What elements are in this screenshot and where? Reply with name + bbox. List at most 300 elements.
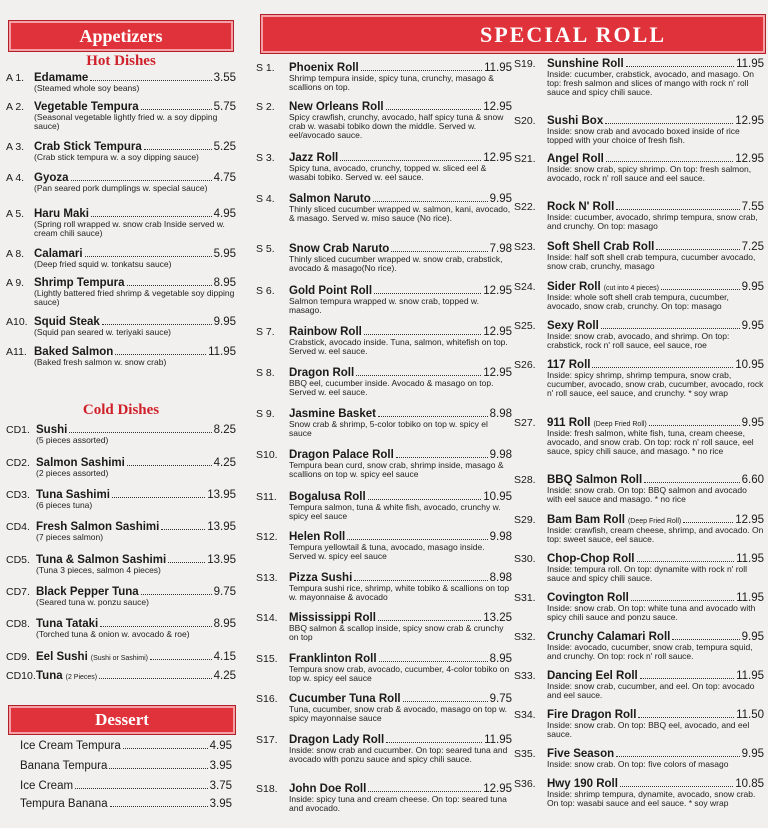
item-name: Tuna & Salmon Sashimi bbox=[36, 554, 167, 566]
dot-leader bbox=[150, 659, 212, 660]
item-description: (Lightly battered fried shrimp & vegetable soy dipping sauce) bbox=[34, 288, 235, 307]
item-description: Inside: snow crab. On top: BBQ eel, avocado, and eel sauce. bbox=[547, 720, 750, 739]
dot-leader bbox=[141, 594, 212, 595]
dot-leader bbox=[112, 497, 205, 498]
menu-item bbox=[514, 709, 764, 739]
item-description: Inside: snow crab, cucumber, and eel. On top: avocado and eel sauce. bbox=[547, 681, 755, 700]
dot-leader bbox=[638, 717, 734, 718]
menu-item bbox=[514, 320, 764, 350]
item-name: BBQ Salmon Roll bbox=[547, 474, 643, 486]
item-price: 11.95 bbox=[736, 592, 764, 604]
item-price: 11.50 bbox=[736, 709, 764, 721]
menu-item bbox=[514, 58, 764, 97]
item-name: Sexy Roll bbox=[547, 320, 599, 332]
item-description: (Squid pan seared w. teriyaki sauce) bbox=[34, 327, 172, 337]
menu-item bbox=[514, 778, 764, 808]
item-name: Salmon Naruto bbox=[289, 193, 371, 205]
item-name: Soft Shell Crab Roll bbox=[547, 241, 655, 253]
menu-item-row bbox=[6, 670, 236, 682]
item-description: (7 pieces salmon) bbox=[36, 532, 104, 542]
menu-item bbox=[20, 740, 232, 752]
item-description: BBQ eel, cucumber inside. Avocado & masago on top. Served w. eel sauce. bbox=[289, 378, 494, 397]
menu-item bbox=[6, 316, 236, 337]
item-name: Eel Sushi bbox=[36, 651, 88, 663]
item-price: 7.25 bbox=[741, 241, 764, 253]
menu-item bbox=[6, 172, 236, 193]
dot-leader bbox=[127, 465, 212, 466]
dot-leader bbox=[71, 180, 212, 181]
menu-item-row bbox=[6, 651, 236, 663]
item-description: (Seasonal vegetable lightly fried w. a soy dipping sauce) bbox=[34, 112, 218, 131]
item-code: A10. bbox=[6, 316, 28, 328]
item-name: Dragon Roll bbox=[289, 367, 355, 379]
item-code: S22. bbox=[514, 201, 536, 213]
item-price: 4.25 bbox=[213, 670, 236, 682]
dot-leader bbox=[631, 600, 734, 601]
item-description: Spicy tuna, avocado, crunchy, topped w. sliced eel & wasabi tobiko. Served w. eel sauce. bbox=[289, 163, 487, 182]
hot-dishes-heading: Hot Dishes bbox=[86, 53, 156, 69]
menu-item bbox=[256, 531, 512, 561]
menu-item bbox=[256, 408, 512, 438]
menu-item bbox=[6, 586, 236, 607]
item-name: New Orleans Roll bbox=[289, 101, 384, 113]
item-description: Spicy crawfish, crunchy, avocado, half spicy tuna & snow crab w. wasabi tobiko down the middle. Served w. eel/avocado sauce. bbox=[289, 112, 504, 140]
dot-leader bbox=[168, 562, 205, 563]
item-price: 8.25 bbox=[213, 424, 236, 436]
menu-item-row bbox=[20, 740, 232, 752]
dot-leader bbox=[616, 209, 739, 210]
item-price: 12.95 bbox=[483, 285, 512, 297]
menu-item bbox=[256, 62, 512, 92]
item-description: Tempura sushi rice, shrimp, white tobiko & scallions on top w. mayonnaise & avocado bbox=[289, 583, 510, 602]
item-description: (Steamed whole soy beans) bbox=[34, 83, 140, 93]
menu-item bbox=[6, 248, 236, 269]
item-name: Sider Roll bbox=[547, 281, 601, 293]
item-description: (Deep fried squid w. tonkatsu sauce) bbox=[34, 259, 172, 269]
item-name: Gold Point Roll bbox=[289, 285, 373, 297]
item-description: Inside: snow crab, avocado, and shrimp. On top: crabstick, rock n' roll sauce, eel sauce, roe bbox=[547, 331, 730, 350]
item-name: Jazz Roll bbox=[289, 152, 339, 164]
item-price: 4.95 bbox=[213, 208, 236, 220]
item-price: 9.98 bbox=[489, 449, 512, 461]
item-description: Inside: fresh salmon, white fish, tuna, cream cheese, avocado, and snow crab. On top: rock n' roll sauce, eel sauce, spicy chili sauce, and masago. * no rice bbox=[547, 428, 754, 456]
item-description: Tempura bean curd, snow crab, shrimp inside, masago & scallions on top w. spicy eel sauce bbox=[289, 460, 504, 479]
item-name: Squid Steak bbox=[34, 316, 100, 328]
item-code: A11. bbox=[6, 346, 27, 358]
item-name: Sunshine Roll bbox=[547, 58, 624, 70]
item-name: Phoenix Roll bbox=[289, 62, 359, 74]
item-description: Inside: tempura roll. On top: dynamite with rock n' roll sauce and spicy chili sauce. bbox=[547, 564, 748, 583]
dot-leader bbox=[373, 201, 488, 202]
appetizers-banner: Appetizers bbox=[8, 20, 234, 52]
item-code: CD8. bbox=[6, 618, 30, 630]
item-description: Tempura yellowtail & tuna, avocado, masago inside. Served w. spicy eel sauce bbox=[289, 542, 485, 561]
item-code: S 2. bbox=[256, 101, 275, 113]
item-name: Dancing Eel Roll bbox=[547, 670, 638, 682]
item-price: 9.75 bbox=[489, 693, 512, 705]
item-description: Shrimp tempura inside, spicy tuna, crunchy, masago & scallions on top. bbox=[289, 73, 494, 92]
item-code: A 4. bbox=[6, 172, 25, 184]
menu-item bbox=[256, 783, 512, 813]
item-name: Hwy 190 Roll bbox=[547, 778, 618, 790]
dot-leader bbox=[644, 482, 739, 483]
item-price: 9.95 bbox=[741, 281, 764, 293]
item-price: 4.15 bbox=[213, 651, 236, 663]
dot-leader bbox=[115, 354, 206, 355]
item-note: (Deep Fried Roll) bbox=[627, 518, 682, 525]
menu-item bbox=[256, 285, 512, 315]
menu-item bbox=[514, 592, 764, 622]
item-code: CD5. bbox=[6, 554, 30, 566]
item-name: Fire Dragon Roll bbox=[547, 709, 637, 721]
item-name: Pizza Sushi bbox=[289, 572, 353, 584]
menu-item bbox=[514, 631, 764, 661]
menu-item bbox=[256, 193, 512, 223]
item-price: 5.25 bbox=[213, 141, 236, 153]
item-description: Inside: spicy tuna and cream cheese. On top: seared tuna and avocado. bbox=[289, 794, 507, 813]
dot-leader bbox=[102, 324, 212, 325]
item-price: 12.95 bbox=[483, 326, 512, 338]
dot-leader bbox=[85, 256, 212, 257]
item-code: S27. bbox=[514, 417, 536, 429]
item-name: Crab Stick Tempura bbox=[34, 141, 142, 153]
menu-item bbox=[20, 798, 232, 810]
item-description: Inside: crawfish, cream cheese, shrimp, and avocado. On top: sweet sauce, eel sauce. bbox=[547, 525, 764, 544]
dot-leader bbox=[601, 328, 740, 329]
item-note: (Deep Fried Roll) bbox=[593, 421, 647, 428]
item-code: S21. bbox=[514, 153, 536, 165]
item-code: S15. bbox=[256, 653, 278, 665]
item-price: 10.95 bbox=[735, 359, 764, 371]
menu-item bbox=[256, 101, 512, 140]
item-description: Inside: half soft shell crab tempura, cucumber avocado, snow crab, crunchy, masago bbox=[547, 252, 756, 271]
item-price: 13.95 bbox=[207, 554, 236, 566]
item-name: Rainbow Roll bbox=[289, 326, 362, 338]
menu-item-row bbox=[20, 780, 232, 792]
item-description: (2 pieces assorted) bbox=[36, 468, 109, 478]
item-price: 6.60 bbox=[741, 474, 764, 486]
item-code: S24. bbox=[514, 281, 536, 293]
item-name: Sushi Box bbox=[547, 115, 604, 127]
item-name: Tuna bbox=[36, 670, 63, 682]
menu-item bbox=[20, 760, 232, 772]
item-code: S 8. bbox=[256, 367, 275, 379]
item-price: 8.95 bbox=[489, 653, 512, 665]
item-note: (Sushi or Sashimi) bbox=[90, 655, 148, 662]
item-description: (Spring roll wrapped w. snow crab Inside served w. cream chili sauce) bbox=[34, 219, 225, 238]
item-code: S 6. bbox=[256, 285, 275, 297]
item-description: Inside: cucumber, crabstick, avocado, and masago. On top: fresh salmon and slices of mango with rock n' roll sauce and spicy chili sauce. bbox=[547, 69, 754, 97]
item-code: A 8. bbox=[6, 248, 25, 260]
menu-item bbox=[514, 115, 764, 145]
item-code: CD2. bbox=[6, 457, 30, 469]
item-description: (Pan seared pork dumplings w. special sauce) bbox=[34, 183, 208, 193]
dot-leader bbox=[91, 216, 212, 217]
dot-leader bbox=[656, 249, 739, 250]
dot-leader bbox=[368, 791, 481, 792]
item-price: 11.95 bbox=[736, 58, 764, 70]
item-name: Angel Roll bbox=[547, 153, 604, 165]
menu-item bbox=[514, 417, 764, 456]
item-name: Banana Tempura bbox=[20, 760, 108, 772]
dot-leader bbox=[75, 788, 208, 789]
item-code: S 1. bbox=[256, 62, 275, 74]
item-price: 8.98 bbox=[489, 408, 512, 420]
item-code: S10. bbox=[256, 449, 278, 461]
dot-leader bbox=[109, 768, 207, 769]
menu-item bbox=[256, 449, 512, 479]
item-name: 117 Roll bbox=[547, 359, 591, 371]
dot-leader bbox=[605, 123, 733, 124]
dot-leader bbox=[396, 457, 488, 458]
item-description: Tempura salmon, tuna & white fish, avocado, crunchy w. spicy eel sauce bbox=[289, 502, 501, 521]
dot-leader bbox=[672, 639, 739, 640]
dot-leader bbox=[386, 109, 482, 110]
item-code: CD1. bbox=[6, 424, 30, 436]
item-code: S34. bbox=[514, 709, 536, 721]
item-price: 11.95 bbox=[484, 734, 512, 746]
dot-leader bbox=[620, 786, 733, 787]
item-description: (5 pieces assorted) bbox=[36, 435, 109, 445]
dot-leader bbox=[123, 748, 208, 749]
item-name: Black Pepper Tuna bbox=[36, 586, 139, 598]
item-price: 9.95 bbox=[741, 748, 764, 760]
item-description: (Torched tuna & onion w. avocado & roe) bbox=[36, 629, 190, 639]
dot-leader bbox=[99, 678, 211, 679]
menu-item bbox=[514, 670, 764, 700]
item-name: Dragon Palace Roll bbox=[289, 449, 394, 461]
menu-item bbox=[256, 326, 512, 356]
item-name: Haru Maki bbox=[34, 208, 89, 220]
menu-item bbox=[514, 359, 764, 398]
item-description: (Tuna 3 pieces, salmon 4 pieces) bbox=[36, 565, 161, 575]
item-name: Mississippi Roll bbox=[289, 612, 376, 624]
dot-leader bbox=[340, 160, 481, 161]
item-name: Vegetable Tempura bbox=[34, 101, 139, 113]
item-code: CD9. bbox=[6, 651, 30, 663]
item-price: 3.55 bbox=[213, 72, 236, 84]
menu-item bbox=[6, 101, 236, 131]
item-description: Crabstick, avocado inside. Tuna, salmon, whitefish on top. Served w. eel sauce. bbox=[289, 337, 508, 356]
item-code: S 7. bbox=[256, 326, 275, 338]
item-note: (cut into 4 pieces) bbox=[603, 285, 659, 292]
item-name: Edamame bbox=[34, 72, 89, 84]
menu-item bbox=[256, 491, 512, 521]
dot-leader bbox=[626, 66, 734, 67]
item-description: (Crab stick tempura w. a soy dipping sauce) bbox=[34, 152, 199, 162]
item-name: Gyoza bbox=[34, 172, 69, 184]
item-name: Covington Roll bbox=[547, 592, 629, 604]
item-description: Tuna, cucumber, snow crab & avocado, masago on top w. spicy mayonnaise sauce bbox=[289, 704, 507, 723]
menu-item bbox=[6, 424, 236, 445]
dot-leader bbox=[683, 522, 733, 523]
menu-item bbox=[6, 554, 236, 575]
item-name: Salmon Sashimi bbox=[36, 457, 125, 469]
dot-leader bbox=[141, 109, 212, 110]
item-code: S35. bbox=[514, 748, 536, 760]
dessert-banner: Dessert bbox=[8, 705, 236, 735]
item-price: 4.25 bbox=[213, 457, 236, 469]
item-price: 11.95 bbox=[736, 670, 764, 682]
item-description: (Seared tuna w. ponzu sauce) bbox=[36, 597, 149, 607]
dot-leader bbox=[69, 432, 211, 433]
item-description: Inside: whole soft shell crab tempura, cucumber, avocado, snow crab, crunchy. On top: masago bbox=[547, 292, 729, 311]
dot-leader bbox=[661, 289, 740, 290]
item-code: S33. bbox=[514, 670, 536, 682]
menu-item bbox=[6, 670, 236, 682]
item-code: S 3. bbox=[256, 152, 275, 164]
item-price: 9.95 bbox=[741, 631, 764, 643]
dot-leader bbox=[379, 661, 488, 662]
item-price: 10.95 bbox=[483, 491, 512, 503]
item-description: Inside: snow crab. On top: five colors of masago bbox=[547, 759, 729, 769]
item-code: S28. bbox=[514, 474, 536, 486]
item-price: 5.95 bbox=[213, 248, 236, 260]
item-price: 4.75 bbox=[213, 172, 236, 184]
item-price: 11.95 bbox=[484, 62, 512, 74]
menu-item bbox=[6, 489, 236, 510]
item-code: S 4. bbox=[256, 193, 275, 205]
item-code: A 2. bbox=[6, 101, 25, 113]
item-code: S32. bbox=[514, 631, 536, 643]
item-price: 8.95 bbox=[213, 277, 236, 289]
item-code: S31. bbox=[514, 592, 536, 604]
dot-leader bbox=[649, 425, 740, 426]
dot-leader bbox=[161, 529, 205, 530]
item-code: S 9. bbox=[256, 408, 275, 420]
item-price: 12.95 bbox=[483, 101, 512, 113]
menu-item bbox=[514, 281, 764, 311]
dot-leader bbox=[347, 539, 487, 540]
item-name: Cucumber Tuna Roll bbox=[289, 693, 401, 705]
menu-item bbox=[256, 572, 512, 602]
item-description: Inside: avocado, cucumber, snow crab, tempura squid, and crunchy. On top: rock n' roll sauce. bbox=[547, 642, 753, 661]
item-name: Five Season bbox=[547, 748, 615, 760]
item-description: Inside: snow crab. On top: white tuna and avocado with spicy chili sauce and ponzu sauce. bbox=[547, 603, 756, 622]
item-name: Sushi bbox=[36, 424, 68, 436]
item-code: A 5. bbox=[6, 208, 25, 220]
item-description: (Baked fresh salmon w. snow crab) bbox=[34, 357, 167, 367]
menu-item bbox=[514, 153, 764, 183]
item-code: S30. bbox=[514, 553, 536, 565]
item-name: Ice Cream bbox=[20, 780, 74, 792]
item-name: Fresh Salmon Sashimi bbox=[36, 521, 160, 533]
dot-leader bbox=[374, 293, 481, 294]
item-description: Inside: snow crab and cucumber. On top: seared tuna and avocado with ponzu sauce and spicy chili sauce. bbox=[289, 745, 508, 764]
item-note: (2 Pieces) bbox=[65, 674, 98, 681]
item-price: 3.95 bbox=[209, 798, 232, 810]
item-name: Chop-Chop Roll bbox=[547, 553, 635, 565]
item-price: 8.98 bbox=[489, 572, 512, 584]
item-name: Tempura Banana bbox=[20, 798, 108, 810]
dot-leader bbox=[592, 367, 733, 368]
menu-item bbox=[256, 734, 512, 764]
item-price: 9.75 bbox=[213, 586, 236, 598]
menu-item bbox=[6, 141, 236, 162]
item-code: CD7. bbox=[6, 586, 30, 598]
item-code: CD3. bbox=[6, 489, 30, 501]
menu-item bbox=[20, 780, 232, 792]
item-name: Ice Cream Tempura bbox=[20, 740, 121, 752]
item-code: S20. bbox=[514, 115, 536, 127]
item-code: A 3. bbox=[6, 141, 25, 153]
item-price: 10.85 bbox=[735, 778, 764, 790]
menu-item bbox=[6, 651, 236, 663]
dot-leader bbox=[616, 756, 739, 757]
item-price: 4.95 bbox=[209, 740, 232, 752]
item-code: CD4. bbox=[6, 521, 30, 533]
item-description: Thinly sliced cucumber wrapped w. snow crab, crabstick, avocado & masago(No rice). bbox=[289, 254, 503, 273]
dot-leader bbox=[368, 499, 482, 500]
item-name: Bam Bam Roll bbox=[547, 514, 625, 526]
item-price: 12.95 bbox=[735, 115, 764, 127]
menu-item bbox=[256, 367, 512, 397]
item-price: 11.95 bbox=[208, 346, 236, 358]
item-code: S29. bbox=[514, 514, 536, 526]
item-code: S26. bbox=[514, 359, 536, 371]
item-name: Baked Salmon bbox=[34, 346, 114, 358]
dot-leader bbox=[361, 70, 482, 71]
item-description: Snow crab & shrimp, 5-color tobiko on top w. spicy el sauce bbox=[289, 419, 488, 438]
item-code: S18. bbox=[256, 783, 278, 795]
menu-item-row bbox=[20, 798, 232, 810]
item-description: Inside: snow crab, spicy shrimp. On top: fresh salmon, avocado, rock n' roll sauce and eel sauce. bbox=[547, 164, 752, 183]
item-description: BBQ salmon & scallop inside, spicy snow crab & crunchy on top bbox=[289, 623, 504, 642]
item-code: S 5. bbox=[256, 243, 275, 255]
item-name: John Doe Roll bbox=[289, 783, 367, 795]
item-description: Salmon tempura wrapped w. snow crab, topped w. masago. bbox=[289, 296, 479, 315]
dot-leader bbox=[90, 80, 211, 81]
item-description: (6 pieces tuna) bbox=[36, 500, 93, 510]
item-price: 12.95 bbox=[483, 367, 512, 379]
item-name: Bogalusa Roll bbox=[289, 491, 366, 503]
item-description: Inside: snow crab. On top: BBQ salmon and avocado with eel sauce and masago. * no rice bbox=[547, 485, 747, 504]
item-code: A 9. bbox=[6, 277, 25, 289]
item-price: 12.95 bbox=[483, 783, 512, 795]
item-code: S13. bbox=[256, 572, 278, 584]
menu-item bbox=[6, 208, 236, 238]
item-code: CD10. bbox=[6, 670, 36, 682]
item-name: Tuna Tataki bbox=[36, 618, 99, 630]
menu-item bbox=[6, 277, 236, 307]
item-description: Tempura snow crab, avocado, cucumber, 4-color tobiko on top w. spicy eel sauce bbox=[289, 664, 510, 683]
dot-leader bbox=[386, 742, 482, 743]
item-description: Inside: spicy shrimp, shrimp tempura, snow crab, cucumber, avocado, snow crab, cucumber, avocado, rock n' roll sauce, eel sauce, and crunchy. * soy wrap bbox=[547, 370, 764, 398]
dot-leader bbox=[354, 580, 487, 581]
item-price: 9.98 bbox=[489, 531, 512, 543]
item-code: S36. bbox=[514, 778, 536, 790]
menu-item bbox=[514, 474, 764, 504]
dot-leader bbox=[110, 806, 208, 807]
item-price: 7.55 bbox=[741, 201, 764, 213]
item-price: 13.95 bbox=[207, 489, 236, 501]
menu-item bbox=[6, 72, 236, 93]
item-description: Inside: snow crab and avocado boxed inside of rice topped with your choice of fresh fish. bbox=[547, 126, 740, 145]
item-description: Thinly sliced cucumber wrapped w. salmon, kani, avocado, & masago. Served w. miso sauce (No rice). bbox=[289, 204, 511, 223]
menu-item bbox=[6, 618, 236, 639]
menu-item bbox=[6, 346, 236, 367]
item-name: Franklinton Roll bbox=[289, 653, 377, 665]
item-price: 12.95 bbox=[483, 152, 512, 164]
menu-item-row bbox=[20, 760, 232, 772]
menu-item bbox=[6, 457, 236, 478]
dot-leader bbox=[403, 701, 488, 702]
dot-leader bbox=[637, 561, 735, 562]
item-code: A 1. bbox=[6, 72, 25, 84]
item-price: 9.95 bbox=[213, 316, 236, 328]
cold-dishes-heading: Cold Dishes bbox=[82, 402, 160, 418]
item-code: S19. bbox=[514, 58, 536, 70]
